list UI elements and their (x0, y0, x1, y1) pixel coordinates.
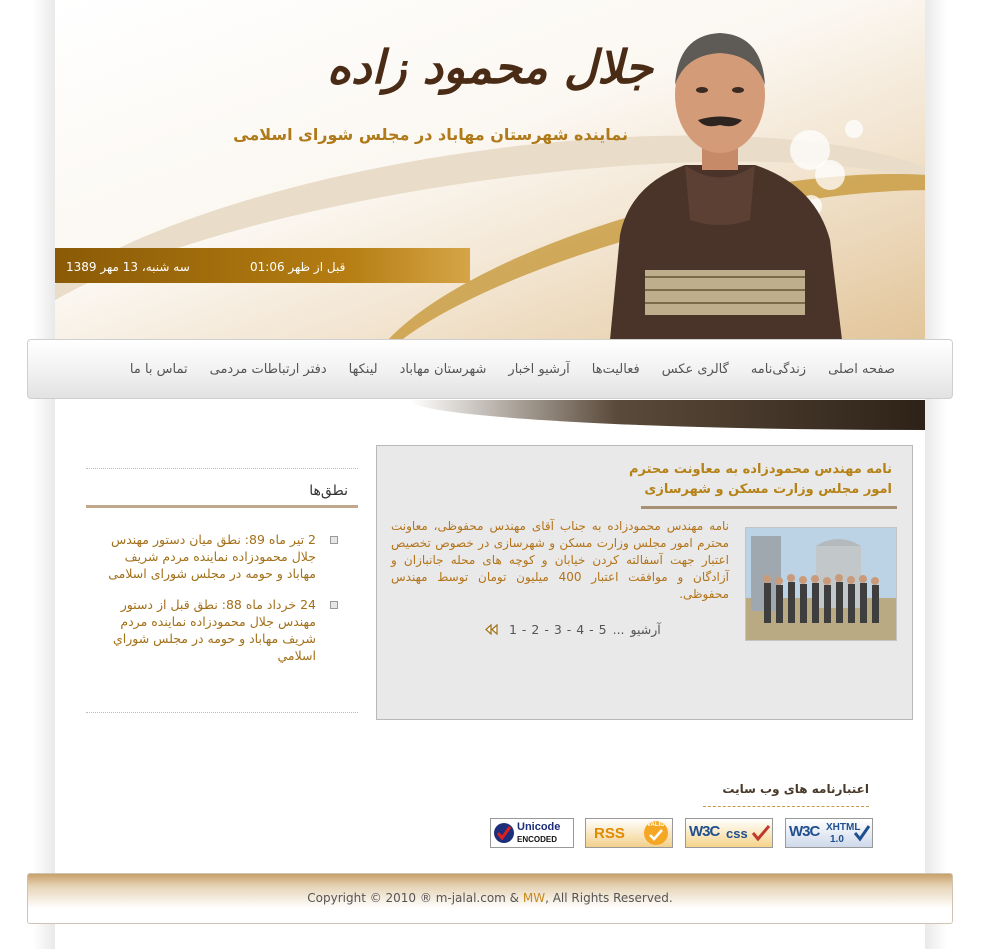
news-summary: نامه مهندس محمودزاده به جناب آقای مهندس محفوظی، معاونت محترم امور مجلس وزارت مسکن و شهرسازی در خصوص تخصیص اعتبار جهت آسفالته کردن خیابان و کوچه های محله جانبازان و آزادگان و موافقت اعتبار 400 میلیون تومان توسط مهندس محفوظی. (391, 519, 730, 601)
group-photo-image (746, 528, 896, 640)
nav-item-home[interactable]: صفحه اصلی (828, 362, 895, 377)
current-time: 01:06 قبل از ظهر (250, 260, 346, 274)
page-shadow-right (925, 0, 947, 949)
square-bullet-icon (330, 536, 338, 544)
speech-link[interactable]: 2 تیر ماه 89: نطق میان دستور مهندس جلال محمودزاده نماینده مردم شریف مهاباد و حومه در مجلس شورای اسلامی (108, 532, 316, 581)
date-time-bar (55, 248, 470, 283)
nav-item-links[interactable]: لینکها (348, 362, 378, 377)
checkmark-icon (752, 824, 770, 842)
checkmark-icon (649, 829, 663, 841)
xhtml-label: XHTML (826, 822, 861, 833)
checkmark-icon (854, 824, 870, 842)
square-bullet-icon (330, 601, 338, 609)
rss-label: RSS (594, 825, 625, 842)
copyright-prefix: Copyright © 2010 ® m-jalal.com & (307, 891, 523, 905)
nav-item-activities[interactable]: فعالیت‌ها (591, 362, 640, 377)
page-link-3[interactable]: 3 (553, 622, 562, 637)
page-link-4[interactable]: 4 (576, 622, 585, 637)
xhtml-valid-badge[interactable] (785, 818, 873, 848)
speeches-sidebar (86, 468, 358, 713)
page-link-1[interactable]: 1 (508, 622, 517, 637)
page-shadow-left (33, 0, 55, 949)
main-navigation (27, 339, 953, 399)
news-photo[interactable] (745, 527, 897, 641)
news-title-line-2[interactable]: امور مجلس وزارت مسکن و شهرسازی (644, 482, 892, 497)
archive-link[interactable]: آرشیو (630, 622, 661, 637)
footer (27, 873, 953, 924)
speech-list-item[interactable] (98, 596, 338, 664)
encoded-label: ENCODED (517, 835, 558, 844)
current-date: سه شنبه، 13 مهر 1389 (66, 260, 190, 274)
nav-item-photo-gallery[interactable]: گالری عکس (661, 362, 729, 377)
news-box (376, 445, 913, 720)
nav-item-news-archive[interactable]: آرشیو اخبار (508, 362, 570, 377)
css-label: css (726, 826, 748, 841)
unicode-label: Unicode (517, 821, 561, 833)
page-link-5[interactable]: 5 (598, 622, 607, 637)
unicode-encoded-badge[interactable] (490, 818, 574, 848)
validators-title: اعتبارنامه های وب سایت (722, 782, 869, 796)
sidebar-title-rule (86, 505, 358, 508)
validators-title-rule (703, 806, 869, 807)
copyright-suffix: , All Rights Reserved. (545, 891, 673, 905)
nav-item-biography[interactable]: زندگی‌نامه (750, 362, 807, 377)
news-pager: آرشیو ... 5 - 4 - 3 - 2 - 1 (484, 622, 662, 637)
pager-ellipsis: ... (612, 622, 625, 637)
unicode-logo-icon (494, 823, 514, 843)
news-title-line-1[interactable]: نامه مهندس محمودزاده به معاونت محترم (628, 462, 892, 477)
speech-list-item[interactable] (98, 531, 338, 582)
xhtml-version: 1.0 (830, 834, 844, 845)
mw-link[interactable]: MW (522, 891, 546, 905)
rss-valid-text: VALID (647, 822, 665, 828)
nav-item-mahabad-city[interactable]: شهرستان مهاباد (399, 362, 487, 377)
checkmark-icon (497, 826, 511, 840)
page-link-2[interactable]: 2 (531, 622, 540, 637)
rewind-arrows-icon[interactable] (484, 624, 498, 635)
nav-item-public-relations-office[interactable]: دفتر ارتباطات مردمی (209, 362, 327, 377)
site-title: جلال محمود زاده (326, 40, 653, 94)
site-subtitle: نماینده شهرستان مهاباد در مجلس شورای اسلامی (233, 125, 628, 144)
news-title-rule (641, 506, 897, 509)
w3c-logo: W3C (689, 823, 720, 840)
news-title[interactable] (462, 460, 892, 500)
valid-seal-icon (644, 821, 668, 845)
w3c-logo: W3C (789, 823, 820, 840)
nav-item-contact-us[interactable]: تماس با ما (129, 362, 188, 377)
copyright-text (28, 891, 952, 905)
rss-valid-badge[interactable] (585, 818, 673, 848)
speech-link[interactable]: 24 خرداد ماه 88: نطق قبل از دستور مهندس جلال محمودزاده نماینده مردم شريف مهاباد و حومه در مجلس شوراي اسلامي (112, 597, 316, 663)
css-valid-badge[interactable] (685, 818, 773, 848)
sidebar-title: نطق‌ها (309, 483, 348, 499)
